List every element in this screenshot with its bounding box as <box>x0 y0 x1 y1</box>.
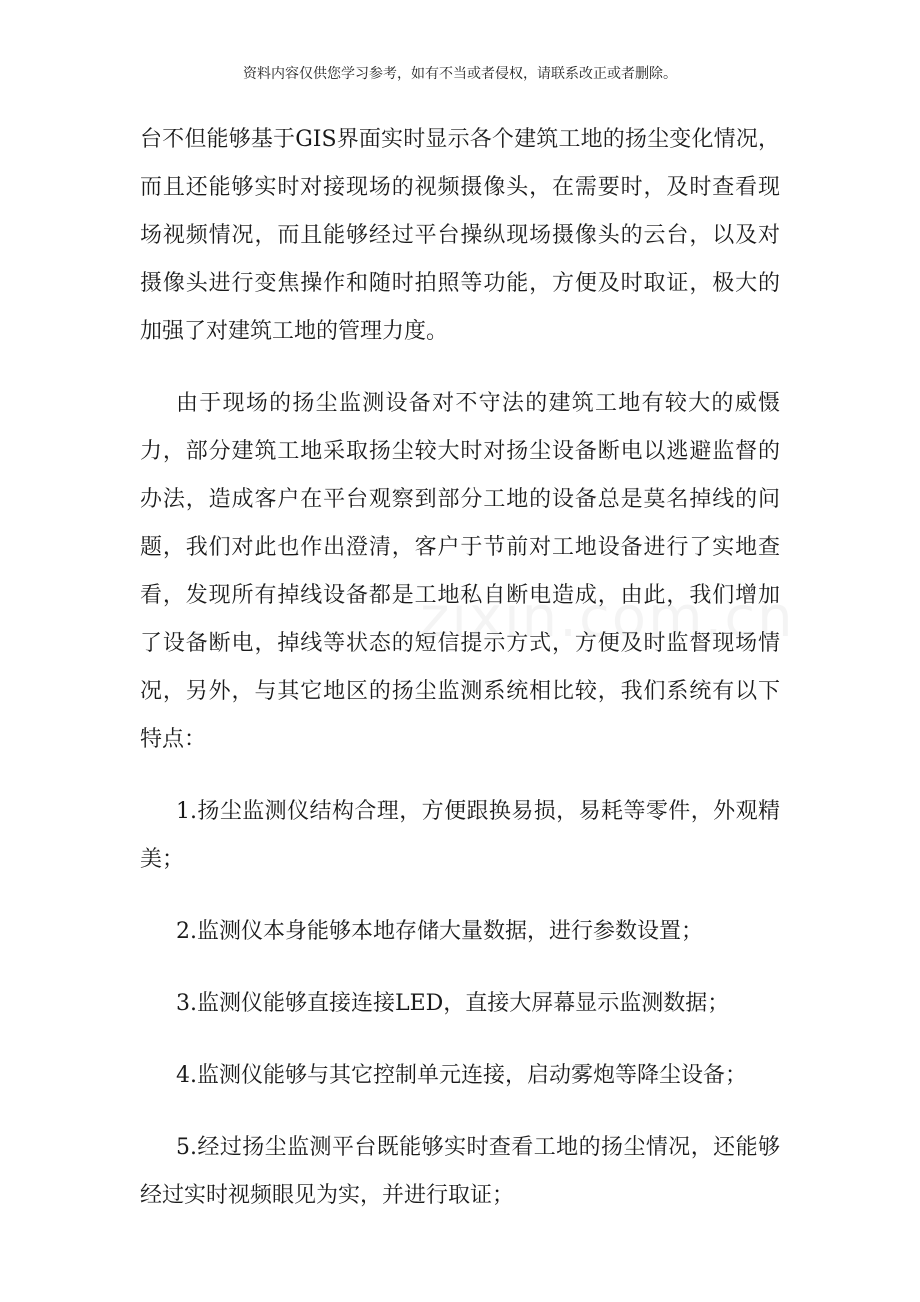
list-item-4 <box>140 1052 780 1100</box>
text-line: 加强了对建筑工地的管理力度。 <box>140 319 449 344</box>
text-line: 经过实时视频眼见为实，并进行取证； <box>140 1183 515 1208</box>
text-line: 1.扬尘监测仪结构合理，方便跟换易损，易耗等零件，外观精 <box>176 799 780 824</box>
list-item-1 <box>140 788 780 884</box>
text-line: 题，我们对此也作出澄清，客户于节前对工地设备进行了实地查 <box>140 535 780 560</box>
text-line: 而且还能够实时对接现场的视频摄像头，在需要时，及时查看现 <box>140 175 780 200</box>
list-item-3 <box>140 980 780 1028</box>
text-line: 了设备断电，掉线等状态的短信提示方式，方便及时监督现场情 <box>140 631 780 656</box>
paragraph-platform-features <box>140 116 780 356</box>
text-line: 由于现场的扬尘监测设备对不守法的建筑工地有较大的威慑 <box>176 391 780 416</box>
text-line: 美； <box>140 847 185 872</box>
list-item-2 <box>140 908 780 956</box>
text-line: 2.监测仪本身能够本地存储大量数据，进行参数设置； <box>176 919 703 944</box>
text-line: 4.监测仪能够与其它控制单元连接，启动雾炮等降尘设备； <box>176 1063 747 1088</box>
text-line: 5.经过扬尘监测平台既能够实时查看工地的扬尘情况，还能够 <box>176 1135 780 1160</box>
paragraph-device-offline <box>140 380 780 764</box>
list-item-5 <box>140 1124 780 1220</box>
text-line: 看，发现所有掉线设备都是工地私自断电造成，由此，我们增加 <box>140 583 780 608</box>
text-line: 力，部分建筑工地采取扬尘较大时对扬尘设备断电以逃避监督的 <box>140 439 780 464</box>
text-line: 3.监测仪能够直接连接LED，直接大屏幕显示监测数据； <box>176 991 730 1016</box>
text-line: 摄像头进行变焦操作和随时拍照等功能，方便及时取证，极大的 <box>140 271 780 296</box>
text-line: 特点： <box>140 727 207 752</box>
page-header-notice: 资料内容仅供您学习参考，如有不当或者侵权，请联系改正或者删除。 <box>243 66 677 82</box>
text-line: 况，另外，与其它地区的扬尘监测系统相比较，我们系统有以下 <box>140 679 780 704</box>
text-line: 办法，造成客户在平台观察到部分工地的设备总是莫名掉线的问 <box>140 487 780 512</box>
text-line: 场视频情况，而且能够经过平台操纵现场摄像头的云台，以及对 <box>140 223 780 248</box>
text-line: 台不但能够基于GIS界面实时显示各个建筑工地的扬尘变化情况， <box>140 127 780 152</box>
document-body <box>140 116 780 1220</box>
